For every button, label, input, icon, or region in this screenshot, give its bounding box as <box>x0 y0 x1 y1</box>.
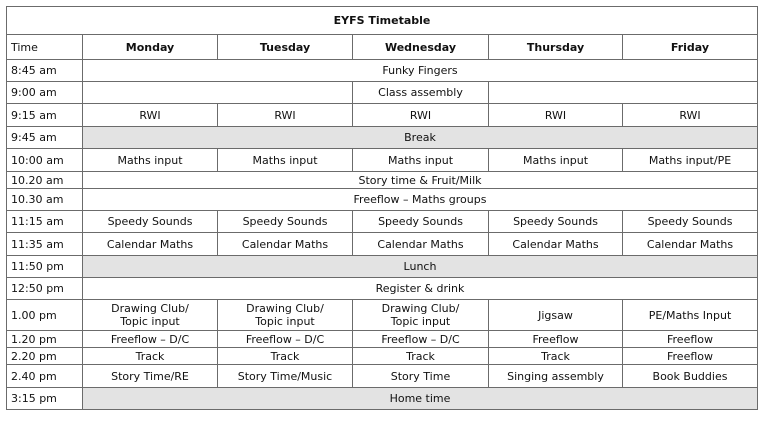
activity-cell: Maths input <box>353 149 489 172</box>
activity-span-cell: Story time & Fruit/Milk <box>83 172 758 189</box>
activity-cell: Maths input <box>489 149 623 172</box>
activity-cell: Freeflow – D/C <box>353 331 489 348</box>
timetable-body <box>7 60 758 410</box>
activity-cell: Track <box>218 348 353 365</box>
timetable <box>6 6 758 410</box>
activity-cell: RWI <box>83 104 218 127</box>
activity-cell: Calendar Maths <box>353 233 489 256</box>
table-row <box>7 127 758 149</box>
activity-span-cell: Home time <box>83 388 758 410</box>
day-header-thursday: Thursday <box>489 35 623 60</box>
activity-cell: Singing assembly <box>489 365 623 388</box>
time-cell: 3:15 pm <box>7 388 83 410</box>
table-row <box>7 331 758 348</box>
activity-cell: Speedy Sounds <box>353 211 489 233</box>
table-row <box>7 189 758 211</box>
day-header-tuesday: Tuesday <box>218 35 353 60</box>
activity-cell: Speedy Sounds <box>489 211 623 233</box>
time-cell: 1.00 pm <box>7 300 83 331</box>
activity-cell: Track <box>353 348 489 365</box>
table-row <box>7 278 758 300</box>
activity-cell: Maths input <box>218 149 353 172</box>
activity-cell: Freeflow <box>623 348 758 365</box>
table-row <box>7 256 758 278</box>
table-title: EYFS Timetable <box>7 7 758 35</box>
time-header: Time <box>7 35 83 60</box>
activity-cell: RWI <box>489 104 623 127</box>
activity-cell: Track <box>489 348 623 365</box>
empty-cell <box>489 82 758 104</box>
time-cell: 12:50 pm <box>7 278 83 300</box>
time-cell: 2.40 pm <box>7 365 83 388</box>
activity-span-cell: Funky Fingers <box>83 60 758 82</box>
activity-cell: Calendar Maths <box>623 233 758 256</box>
time-cell: 9:45 am <box>7 127 83 149</box>
time-cell: 11:50 pm <box>7 256 83 278</box>
time-cell: 11:35 am <box>7 233 83 256</box>
time-cell: 11:15 am <box>7 211 83 233</box>
activity-cell: RWI <box>218 104 353 127</box>
header-row <box>7 35 758 60</box>
table-row <box>7 172 758 189</box>
activity-cell: Jigsaw <box>489 300 623 331</box>
activity-cell: Maths input/PE <box>623 149 758 172</box>
activity-cell: Drawing Club/ Topic input <box>83 300 218 331</box>
table-row <box>7 388 758 410</box>
table-row <box>7 300 758 331</box>
table-row <box>7 233 758 256</box>
timetable-container <box>6 6 758 410</box>
day-header-wednesday: Wednesday <box>353 35 489 60</box>
activity-span-cell: Break <box>83 127 758 149</box>
time-cell: 10.30 am <box>7 189 83 211</box>
activity-cell: Freeflow <box>623 331 758 348</box>
activity-cell: Calendar Maths <box>83 233 218 256</box>
activity-span-cell: Freeflow – Maths groups <box>83 189 758 211</box>
table-row <box>7 60 758 82</box>
time-cell: 10.20 am <box>7 172 83 189</box>
empty-cell <box>83 82 353 104</box>
activity-cell: Freeflow <box>489 331 623 348</box>
time-cell: 8:45 am <box>7 60 83 82</box>
activity-cell: Speedy Sounds <box>83 211 218 233</box>
day-header-friday: Friday <box>623 35 758 60</box>
time-cell: 2.20 pm <box>7 348 83 365</box>
activity-cell: Story Time/Music <box>218 365 353 388</box>
activity-cell: RWI <box>623 104 758 127</box>
time-cell: 9:00 am <box>7 82 83 104</box>
activity-span-cell: Register & drink <box>83 278 758 300</box>
time-cell: 1.20 pm <box>7 331 83 348</box>
activity-cell: Calendar Maths <box>218 233 353 256</box>
table-row <box>7 211 758 233</box>
activity-cell: RWI <box>353 104 489 127</box>
activity-cell: Drawing Club/ Topic input <box>353 300 489 331</box>
activity-span-cell: Lunch <box>83 256 758 278</box>
time-cell: 10:00 am <box>7 149 83 172</box>
table-row <box>7 365 758 388</box>
day-header-monday: Monday <box>83 35 218 60</box>
activity-cell: Drawing Club/ Topic input <box>218 300 353 331</box>
activity-cell: Calendar Maths <box>489 233 623 256</box>
table-row <box>7 149 758 172</box>
activity-cell: Speedy Sounds <box>623 211 758 233</box>
activity-cell: Track <box>83 348 218 365</box>
activity-cell: Maths input <box>83 149 218 172</box>
activity-cell: Freeflow – D/C <box>218 331 353 348</box>
activity-cell: Freeflow – D/C <box>83 331 218 348</box>
table-row <box>7 104 758 127</box>
table-row <box>7 348 758 365</box>
activity-cell: Class assembly <box>353 82 489 104</box>
activity-cell: Story Time <box>353 365 489 388</box>
time-cell: 9:15 am <box>7 104 83 127</box>
activity-cell: PE/Maths Input <box>623 300 758 331</box>
activity-cell: Story Time/RE <box>83 365 218 388</box>
activity-cell: Speedy Sounds <box>218 211 353 233</box>
table-row <box>7 82 758 104</box>
activity-cell: Book Buddies <box>623 365 758 388</box>
